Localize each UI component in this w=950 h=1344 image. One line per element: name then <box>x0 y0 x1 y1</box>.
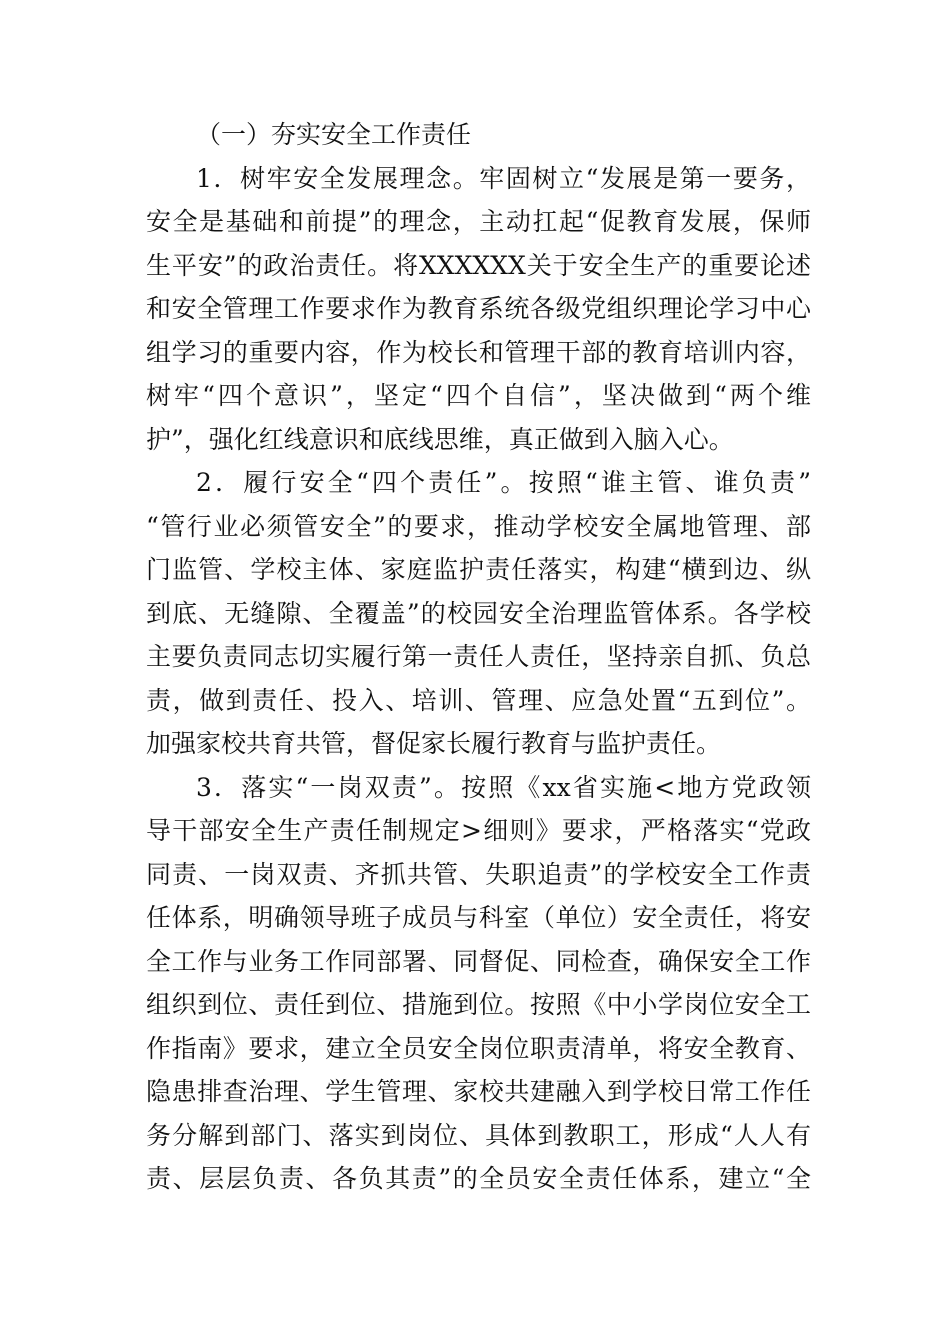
paragraph-1-line-5: 组学习的重要内容，作为校长和管理干部的教育培训内容， <box>146 337 811 367</box>
paragraph-1-line-6: 树牢“四个意识”，坚定“四个自信”，坚决做到“两个维 <box>146 381 811 410</box>
paragraph-1-line-1: 1．树牢安全发展理念。牢固树立“发展是第一要务， <box>196 163 811 193</box>
paragraph-1-line-4: 和安全管理工作要求作为教育系统各级党组织理论学习中心 <box>146 294 811 323</box>
paragraph-2-line-2: “管行业必须管安全”的要求，推动学校安全属地管理、部 <box>146 511 811 541</box>
paragraph-2-line-3: 门监管、学校主体、家庭监护责任落实，构建“横到边、纵 <box>146 555 811 584</box>
paragraph-3-line-1: 3．落实“一岗双责”。按照《xx省实施<地方党政领 <box>196 772 811 802</box>
paragraph-3-line-5: 全工作与业务工作同部署、同督促、同检查，确保安全工作 <box>146 946 811 976</box>
paragraph-1-line-2: 安全是基础和前提”的理念，主动扛起“促教育发展，保师 <box>146 207 811 236</box>
paragraph-3-line-7: 作指南》要求，建立全员安全岗位职责清单，将安全教育、 <box>146 1033 811 1063</box>
paragraph-3-line-6: 组织到位、责任到位、措施到位。按照《中小学岗位安全工 <box>146 990 811 1019</box>
paragraph-1-line-7: 护”，强化红线意识和底线思维，真正做到入脑入心。 <box>146 424 734 454</box>
paragraph-3-line-10: 责、层层负责、各负其责”的全员安全责任体系，建立“全 <box>146 1164 811 1193</box>
paragraph-2-line-6: 责，做到责任、投入、培训、管理、应急处置“五到位”。 <box>146 685 811 715</box>
paragraph-2-line-5: 主要负责同志切实履行第一责任人责任，坚持亲自抓、负总 <box>146 642 811 671</box>
document-body <box>146 113 811 1201</box>
section-heading: （一）夯实安全工作责任 <box>196 120 472 149</box>
paragraph-2-line-1: 2．履行安全“四个责任”。按照“谁主管、谁负责” <box>196 468 811 497</box>
paragraph-2-line-7: 加强家校共育共管，督促家长履行教育与监护责任。 <box>146 729 722 758</box>
paragraph-3-line-8: 隐患排查治理、学生管理、家校共建融入到学校日常工作任 <box>146 1077 811 1106</box>
paragraph-1-line-3: 生平安”的政治责任。将XXXXXX关于安全生产的重要论述 <box>146 250 811 280</box>
paragraph-3-line-9: 务分解到部门、落实到岗位、具体到教职工，形成“人人有 <box>146 1120 811 1150</box>
paragraph-2-line-4: 到底、无缝隙、全覆盖”的校园安全治理监管体系。各学校 <box>146 598 811 628</box>
paragraph-3-line-2: 导干部安全生产责任制规定>细则》要求，严格落实“党政 <box>146 816 811 845</box>
paragraph-3-line-4: 任体系，明确领导班子成员与科室（单位）安全责任，将安 <box>146 903 811 932</box>
paragraph-3-line-3: 同责、一岗双责、齐抓共管、失职追责”的学校安全工作责 <box>146 859 811 889</box>
